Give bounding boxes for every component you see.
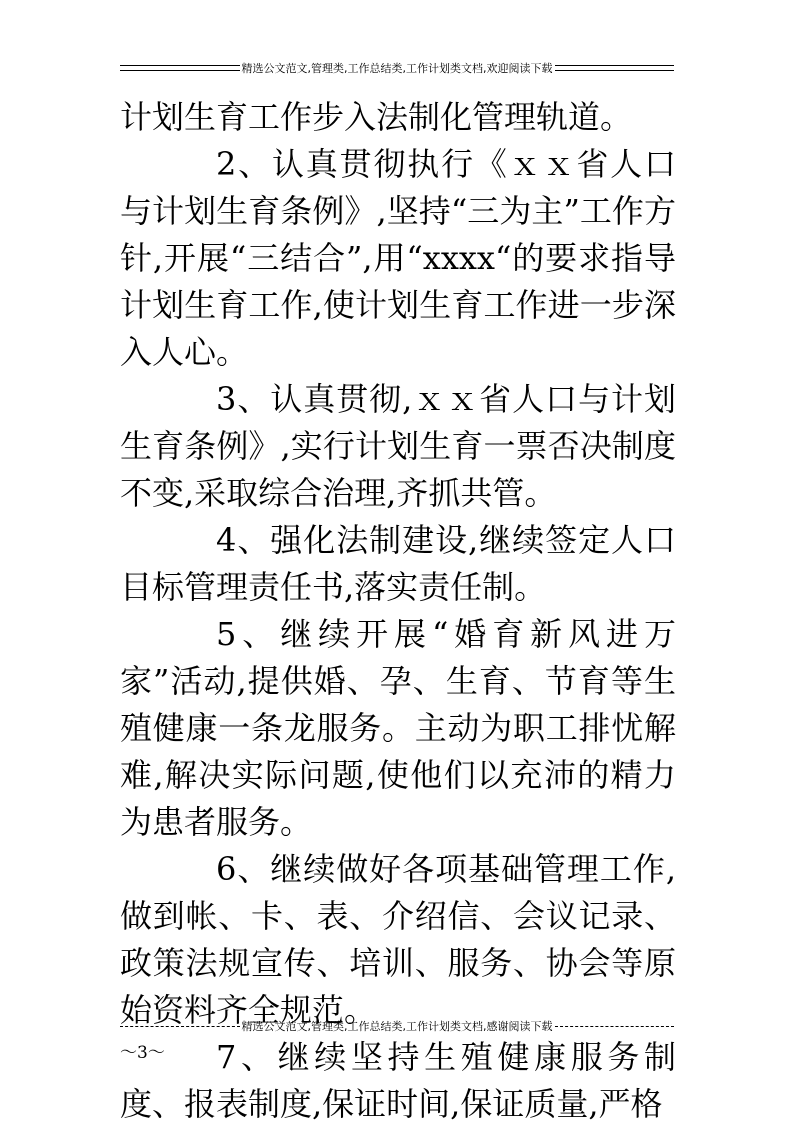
paragraph-item-6: 6、继续做好各项基础管理工作,做到帐、卡、表、介绍信、会议记录、政策法规宣传、培训、服务、协会等原始资料齐全规范。 <box>120 850 676 1029</box>
paragraph-item-5: 5、继续开展“婚育新风进万家”活动,提供婚、孕、生育、节育等生殖健康一条龙服务。主动为职工排忧解难,解决实际问题,使他们以充沛的精力为患者服务。 <box>120 615 676 841</box>
document-body <box>120 94 676 1128</box>
paragraph-item-4: 4、强化法制建设,继续签定人口目标管理责任书,落实责任制。 <box>120 521 676 606</box>
header-text: 精选公文范文,管理类,工作总结类,工作计划类文档,欢迎阅读下载 <box>241 62 553 75</box>
paragraph-item-2: 2、认真贯彻执行《ｘｘ省人口与计划生育条例》,坚持“三为主”工作方针,开展“三结合”,用“xxxx“的要求指导计划生育工作,使计划生育工作进一步深入人心。 <box>120 145 676 371</box>
paragraph-item-3: 3、认真贯彻,ｘｘ省人口与计划生育条例》,实行计划生育一票否决制度不变,采取综合治理,齐抓共管。 <box>120 380 676 512</box>
footer-rule-left <box>120 1026 240 1027</box>
footer-rule-right <box>555 1026 675 1027</box>
header-rule-left <box>120 65 240 71</box>
page-number: ～3～ <box>120 1043 165 1063</box>
page-header <box>120 58 674 78</box>
paragraph-item-7: 7、继续坚持生殖健康服务制度、报表制度,保证时间,保证质量,严格 <box>120 1038 676 1123</box>
lead-paragraph: 计划生育工作步入法制化管理轨道。 <box>120 98 633 136</box>
page-footer <box>120 1017 674 1035</box>
footer-text: 精选公文范文,管理类,工作总结类,工作计划类文档,感谢阅读下载 <box>241 1020 553 1033</box>
header-rule-right <box>555 65 675 71</box>
